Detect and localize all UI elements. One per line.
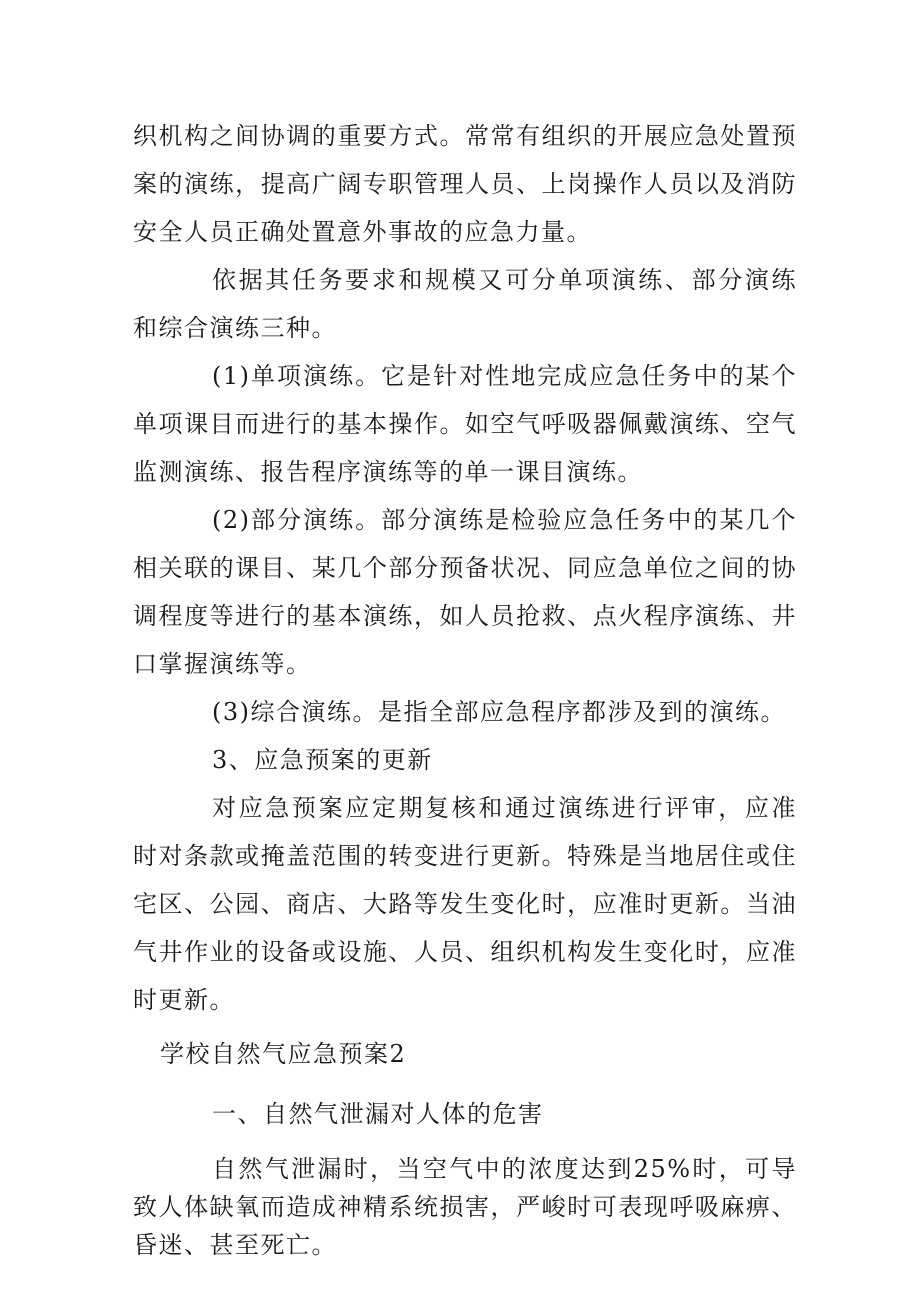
paragraph-drill-types: 依据其任务要求和规模又可分单项演练、部分演练和综合演练三种。 (133, 266, 797, 342)
paragraph-continuation: 织机构之间协调的重要方式。常常有组织的开展应急处置预案的演练，提高广阔专职管理人员、上岗操作人员以及消防安全人员正确处置意外事故的应急力量。 (133, 122, 797, 246)
document-body (133, 112, 797, 1264)
paragraph-comprehensive-drill: (3)综合演练。是指全部应急程序都涉及到的演练。 (212, 698, 786, 726)
section-heading-gas-hazard: 一、自然气泄漏对人体的危害 (212, 1100, 544, 1128)
document-title-plan-2: 学校自然气应急预案2 (160, 1040, 407, 1068)
section-heading-plan-update: 3、应急预案的更新 (212, 746, 433, 774)
paragraph-plan-update: 对应急预案应定期复核和通过演练进行评审，应准时对条款或掩盖范围的转变进行更新。特殊是当地居住或住宅区、公园、商店、大路等发生变化时，应准时更新。当油气井作业的设备或设施、人员、组织机构发生变化时，应准时更新。 (133, 794, 797, 1014)
paragraph-partial-drill: (2)部分演练。部分演练是检验应急任务中的某几个相关联的课目、某几个部分预备状况、同应急单位之间的协调程度等进行的基本演练，如人员抢救、点火程序演练、井口掌握演练等。 (133, 506, 797, 678)
paragraph-gas-hazard: 自然气泄漏时，当空气中的浓度达到25%时，可导致人体缺氧而造成神精系统损害，严峻时可表现呼吸麻痹、昏迷、甚至死亡。 (133, 1155, 797, 1259)
paragraph-single-drill: (1)单项演练。它是针对性地完成应急任务中的某个单项课目而进行的基本操作。如空气呼吸器佩戴演练、空气监测演练、报告程序演练等的单一课目演练。 (133, 362, 797, 486)
